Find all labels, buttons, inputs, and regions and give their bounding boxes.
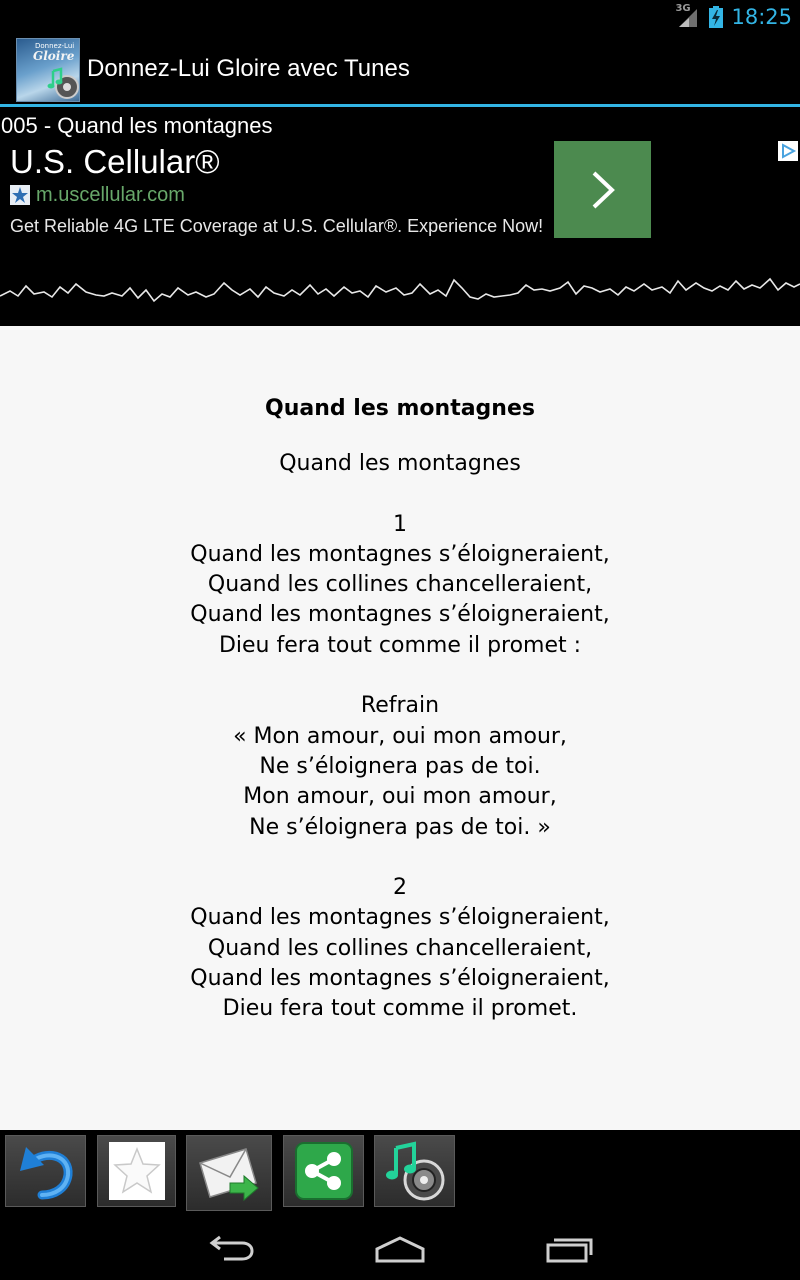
action-bar [0, 33, 800, 105]
lyric-line: « Mon amour, oui mon amour, [233, 723, 567, 749]
ad-description: Get Reliable 4G LTE Coverage at U.S. Cellular®. Experience Now! [10, 216, 544, 236]
back-arrow-icon [16, 1141, 76, 1201]
ad-title[interactable]: U.S. Cellular® [10, 143, 220, 180]
star-icon [112, 1146, 162, 1196]
status-icons [675, 3, 792, 31]
battery-charging-icon [709, 6, 723, 28]
app-icon-main-text: Gloire [33, 49, 75, 63]
nav-recents-icon [545, 1235, 595, 1263]
lyric-line: 2 [393, 875, 407, 901]
favorite-button[interactable] [97, 1135, 176, 1207]
nav-recents-button[interactable] [530, 1229, 610, 1269]
lyric-line: Quand les montagnes s’éloigneraient, [190, 541, 610, 567]
lyric-line: Dieu fera tout comme il promet. [222, 996, 578, 1022]
lyric-line: Quand les collines chancelleraient, [207, 572, 593, 598]
lyric-line: Quand les montagnes s’éloigneraient, [190, 966, 610, 992]
lyric-line: Quand les montagnes [279, 451, 521, 476]
lyric-line [0, 843, 800, 873]
waveform [0, 266, 800, 316]
lyric-line: Dieu fera tout comme il promet : [218, 632, 582, 658]
clock: 18:25 [731, 5, 792, 29]
star-logo-icon [10, 185, 30, 205]
back-button[interactable] [5, 1135, 86, 1207]
lyric-line: Refrain [360, 693, 440, 719]
app-title: Donnez-Lui Gloire avec Tunes [87, 55, 410, 82]
nav-back-icon [206, 1235, 254, 1263]
lyric-line: Mon amour, oui mon amour, [243, 784, 557, 810]
song-heading: Quand les montagnes [265, 396, 535, 421]
share-icon [294, 1141, 354, 1201]
lyric-line: 1 [393, 511, 407, 537]
nav-home-button[interactable] [360, 1229, 440, 1269]
lyric-line: Quand les collines chancelleraient, [207, 935, 593, 961]
chevron-right-icon [588, 169, 618, 211]
track-title: 005 - Quand les montagnes [1, 113, 273, 138]
music-player-icon [384, 1140, 446, 1202]
app-icon[interactable] [16, 38, 80, 102]
lyrics-body [0, 449, 800, 1025]
signal-icon [675, 5, 701, 29]
navigation-bar [0, 1215, 800, 1280]
lyrics-content [0, 326, 800, 1130]
app-icon-small-text: Donnez-Lui [35, 42, 75, 50]
ad-url: m.uscellular.com [36, 183, 185, 206]
lyric-line [0, 661, 800, 691]
network-type: 3G [675, 3, 691, 14]
nav-home-icon [374, 1235, 426, 1263]
status-bar [0, 0, 800, 33]
lyric-line: Quand les montagnes s’éloigneraient, [190, 602, 610, 628]
email-button[interactable] [186, 1135, 272, 1211]
lyric-line [0, 479, 800, 509]
player-area [0, 107, 800, 326]
nav-back-button[interactable] [190, 1229, 270, 1269]
ad-choices-icon[interactable] [778, 141, 798, 161]
lyric-line: Quand les montagnes s’éloigneraient, [190, 905, 610, 931]
lyric-line: Ne s’éloignera pas de toi. » [249, 814, 551, 840]
email-forward-icon [196, 1143, 262, 1203]
ad-open-button[interactable] [554, 141, 651, 238]
lyric-line: Ne s’éloignera pas de toi. [259, 753, 541, 779]
music-player-button[interactable] [374, 1135, 455, 1207]
ad-url-row[interactable] [10, 183, 185, 207]
share-button[interactable] [283, 1135, 364, 1207]
music-disc-icon [47, 67, 79, 99]
bottom-toolbar [0, 1130, 800, 1215]
